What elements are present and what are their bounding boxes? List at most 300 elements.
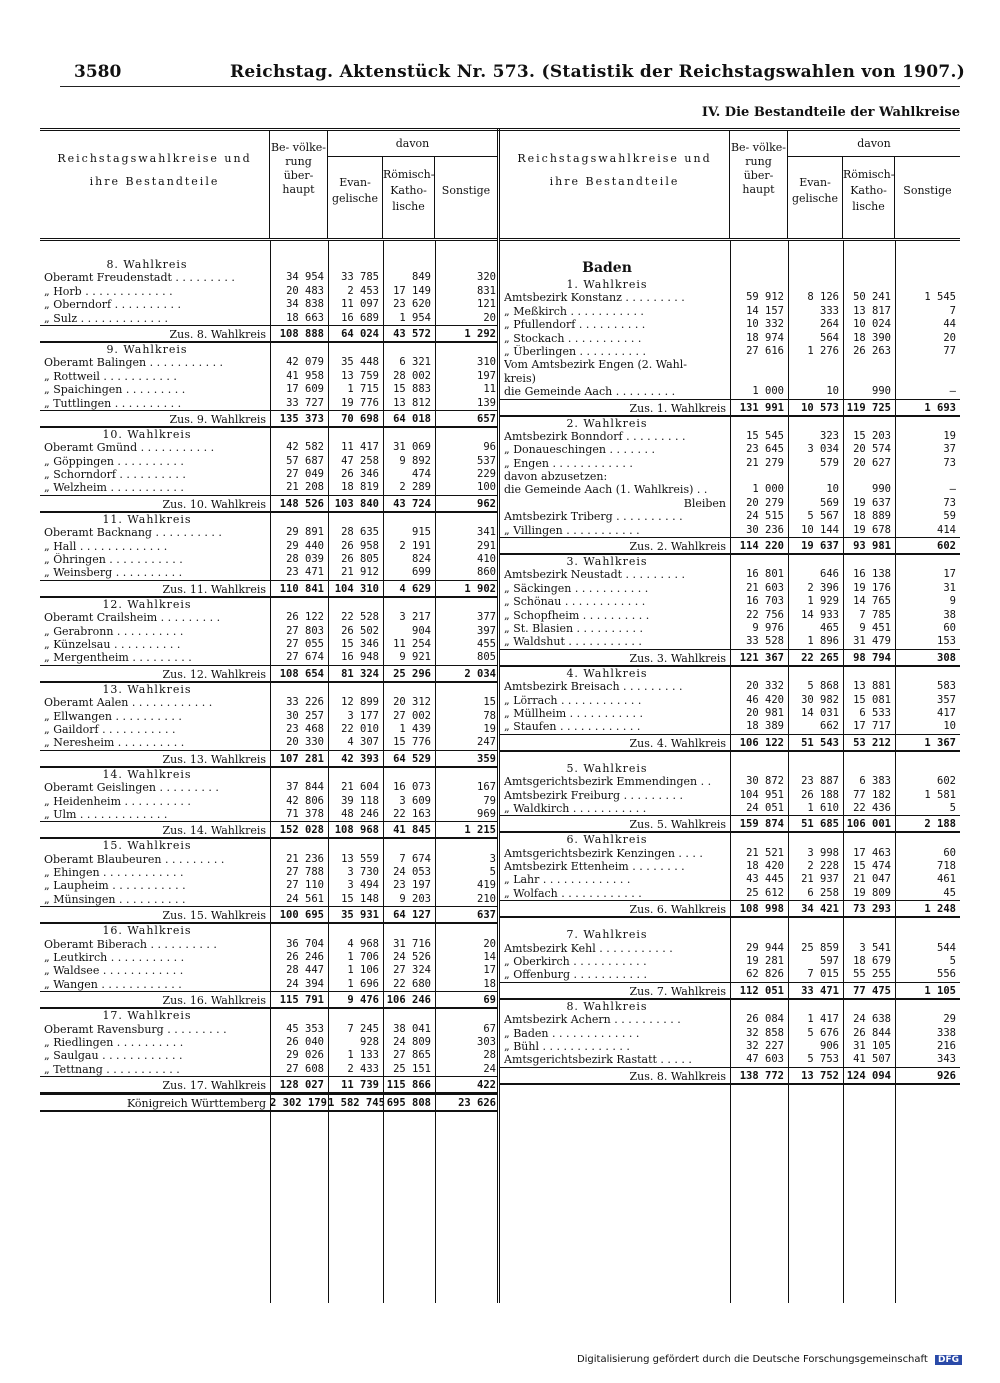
catholic-cell: 20 627 — [853, 456, 891, 469]
catholic-cell: 22 680 — [393, 977, 431, 990]
catholic-cell: 55 255 — [853, 968, 891, 981]
district-heading — [40, 428, 497, 441]
population-cell: 19 281 — [746, 955, 784, 968]
other-cell: 60 — [943, 621, 956, 634]
district-heading — [40, 924, 497, 937]
population-cell: 20 483 — [286, 284, 324, 297]
other-cell: 303 — [477, 1035, 496, 1048]
catholic-cell: 38 041 — [393, 1022, 431, 1035]
row-label: „ Bühl . . . . . . . . . . . . . — [504, 1039, 630, 1053]
table-row — [500, 955, 960, 968]
catholic-cell: 16 138 — [853, 568, 891, 581]
population-cell: 29 944 — [746, 941, 784, 954]
row-label: Zus. 7. Wahlkreis — [629, 984, 726, 998]
row-label: „ Hall . . . . . . . . . . . . . — [44, 539, 168, 553]
row-label: Oberamt Balingen . . . . . . . . . . . — [44, 356, 224, 370]
catholic-cell: 9 203 — [399, 892, 431, 905]
row-label: „ Stockach . . . . . . . . . . . — [504, 331, 642, 345]
table-row — [40, 964, 497, 977]
protestant-cell: 5 868 — [807, 680, 839, 693]
catholic-cell: 13 812 — [393, 396, 431, 409]
row-label: „ Überlingen . . . . . . . . . . — [504, 344, 646, 358]
catholic-cell: 106 001 — [846, 818, 891, 831]
table-row — [40, 625, 497, 638]
total-row — [500, 734, 960, 752]
population-cell: 18 663 — [286, 311, 324, 324]
other-cell: 18 — [483, 977, 496, 990]
protestant-cell: 597 — [820, 955, 839, 968]
other-cell: 229 — [477, 468, 496, 481]
protestant-cell: 323 — [820, 429, 839, 442]
other-cell: 17 — [943, 568, 956, 581]
row-label: Zus. 15. Wahlkreis — [162, 909, 266, 923]
other-cell: 121 — [477, 298, 496, 311]
other-cell: 422 — [477, 1079, 496, 1092]
protestant-cell: 23 887 — [801, 775, 839, 788]
statistics-table — [40, 128, 960, 1303]
row-label: Zus. 2. Wahlkreis — [629, 540, 726, 554]
row-label: „ St. Blasien . . . . . . . . . . — [504, 621, 643, 635]
row-label: „ Waldkirch . . . . . . . . . . . — [504, 801, 647, 815]
district-heading — [500, 1000, 960, 1013]
population-cell: 30 872 — [746, 775, 784, 788]
table-row — [500, 942, 960, 955]
row-label: „ Heidenheim . . . . . . . . . . — [44, 794, 191, 808]
other-cell: 455 — [477, 637, 496, 650]
row-label: Zus. 17. Wahlkreis — [162, 1079, 266, 1093]
row-label: „ Ellwangen . . . . . . . . . . — [44, 709, 182, 723]
catholic-cell: 41 507 — [853, 1053, 891, 1066]
row-label: Amtsbezirk Konstanz . . . . . . . . . — [504, 291, 685, 305]
population-cell: 27 055 — [286, 637, 324, 650]
catholic-cell: 10 024 — [853, 318, 891, 331]
row-label: „ Sulz . . . . . . . . . . . . . — [44, 311, 169, 325]
protestant-cell: 48 246 — [341, 807, 379, 820]
table-row — [40, 853, 497, 866]
population-cell: 62 826 — [746, 968, 784, 981]
table-row — [40, 696, 497, 709]
header-population: Be- völke- rung über- haupt — [270, 131, 328, 238]
total-row — [40, 325, 497, 343]
other-cell: 19 — [943, 429, 956, 442]
population-cell: 34 954 — [286, 271, 324, 284]
catholic-cell: 20 312 — [393, 696, 431, 709]
row-label: „ Saulgau . . . . . . . . . . . . — [44, 1049, 183, 1063]
district-heading — [500, 555, 960, 568]
row-label: Amtsbezirk Kehl . . . . . . . . . . . — [504, 941, 673, 955]
protestant-cell: 1 582 745 — [328, 1097, 385, 1110]
population-cell: 21 521 — [746, 846, 784, 859]
other-cell: 60 — [943, 846, 956, 859]
population-cell: 32 858 — [746, 1026, 784, 1039]
population-cell: 16 801 — [746, 568, 784, 581]
credit-text: Digitalisierung gefördert durch die Deutsche Forschungsgemeinschaft — [576, 1354, 928, 1365]
table-row — [500, 1040, 960, 1053]
row-label: „ Tettnang . . . . . . . . . . . — [44, 1062, 180, 1076]
population-cell: 71 378 — [286, 807, 324, 820]
other-cell: 20 — [483, 937, 496, 950]
protestant-cell: 579 — [820, 456, 839, 469]
other-cell: 29 — [943, 1013, 956, 1026]
row-label: 16. Wahlkreis — [102, 924, 192, 938]
protestant-cell: 15 148 — [341, 892, 379, 905]
other-cell: 216 — [937, 1039, 956, 1052]
protestant-cell: 26 805 — [341, 553, 379, 566]
row-label: „ Donaueschingen . . . . . . . — [504, 443, 655, 457]
catholic-cell: 43 572 — [393, 327, 431, 340]
catholic-cell: 41 845 — [393, 824, 431, 837]
population-cell: 15 545 — [746, 429, 784, 442]
other-cell: 410 — [477, 553, 496, 566]
population-cell: 9 976 — [752, 621, 784, 634]
table-row — [500, 680, 960, 693]
population-cell: 20 279 — [746, 496, 784, 509]
row-label: Zus. 11. Wahlkreis — [162, 582, 266, 596]
catholic-cell: 3 609 — [399, 794, 431, 807]
population-cell: 24 394 — [286, 977, 324, 990]
total-row — [500, 982, 960, 1000]
other-cell: 2 188 — [924, 818, 956, 831]
protestant-cell: 15 346 — [341, 637, 379, 650]
row-label: „ Lahr . . . . . . . . . . . . . — [504, 873, 631, 887]
protestant-cell: 26 188 — [801, 788, 839, 801]
table-row — [500, 457, 960, 470]
district-heading — [40, 258, 497, 271]
page-title: Reichstag. Aktenstück Nr. 573. (Statistik der Reichstagswahlen von 1907.) — [230, 62, 966, 82]
protestant-cell: 10 573 — [801, 401, 839, 414]
protestant-cell: 1 417 — [807, 1013, 839, 1026]
table-row — [40, 736, 497, 749]
other-cell: 5 — [949, 955, 956, 968]
row-label: „ Leutkirch . . . . . . . . . . . — [44, 951, 185, 965]
district-heading — [500, 833, 960, 846]
protestant-cell: 34 421 — [801, 903, 839, 916]
population-cell: 42 079 — [286, 356, 324, 369]
other-cell: 341 — [477, 526, 496, 539]
row-label: „ Münsingen . . . . . . . . . . — [44, 892, 186, 906]
other-cell: 79 — [483, 794, 496, 807]
protestant-cell: 26 502 — [341, 624, 379, 637]
catholic-cell: 28 002 — [393, 369, 431, 382]
table-row — [40, 553, 497, 566]
row-label: Zus. 1. Wahlkreis — [629, 401, 726, 415]
protestant-cell: 10 — [826, 483, 839, 496]
row-label: „ Neresheim . . . . . . . . . . — [44, 736, 185, 750]
row-label: „ Lörrach . . . . . . . . . . . . — [504, 693, 642, 707]
spacer — [500, 752, 960, 762]
protestant-cell: 1 706 — [347, 951, 379, 964]
catholic-cell: 824 — [412, 553, 431, 566]
population-cell: 107 281 — [279, 752, 324, 765]
catholic-cell: 13 817 — [853, 304, 891, 317]
digitization-credit — [577, 1354, 962, 1365]
table-row — [500, 582, 960, 595]
row-label: 10. Wahlkreis — [102, 427, 192, 441]
row-label: „ Pfullendorf . . . . . . . . . . — [504, 318, 646, 332]
district-heading — [40, 598, 497, 611]
population-cell: 42 582 — [286, 441, 324, 454]
population-cell: 100 695 — [279, 909, 324, 922]
row-label: 17. Wahlkreis — [102, 1009, 192, 1023]
protestant-cell: 104 310 — [334, 582, 379, 595]
row-label: „ Weinsberg . . . . . . . . . . — [44, 566, 183, 580]
catholic-cell: 25 296 — [393, 667, 431, 680]
table-row — [40, 271, 497, 284]
catholic-cell: 98 794 — [853, 651, 891, 664]
row-label: Amtsgerichtsbezirk Kenzingen . . . . — [504, 846, 703, 860]
population-cell: 27 674 — [286, 651, 324, 664]
protestant-cell: 569 — [820, 496, 839, 509]
catholic-cell: 22 163 — [393, 807, 431, 820]
population-cell: 104 951 — [739, 788, 784, 801]
row-label: 4. Wahlkreis — [566, 666, 648, 680]
other-cell: 357 — [937, 693, 956, 706]
row-label: Amtsbezirk Neustadt . . . . . . . . . — [504, 568, 685, 582]
other-cell: 637 — [477, 909, 496, 922]
population-cell: 17 609 — [286, 383, 324, 396]
right-table-body — [500, 248, 960, 1085]
page-header — [60, 62, 966, 86]
table-row — [500, 775, 960, 788]
table-row — [40, 651, 497, 664]
population-cell: 24 515 — [746, 510, 784, 523]
other-cell: 197 — [477, 369, 496, 382]
table-row — [500, 1027, 960, 1040]
row-label: 8. Wahlkreis — [106, 258, 188, 271]
population-cell: 57 687 — [286, 454, 324, 467]
row-label: Zus. 6. Wahlkreis — [629, 903, 726, 917]
protestant-cell: 21 937 — [801, 873, 839, 886]
row-label: Zus. 3. Wahlkreis — [629, 651, 726, 665]
protestant-cell: 70 698 — [341, 412, 379, 425]
table-row — [500, 443, 960, 456]
protestant-cell: 1 276 — [807, 344, 839, 357]
table-row — [500, 860, 960, 873]
catholic-cell: 18 390 — [853, 331, 891, 344]
header-catholic: Römisch- Katho- lische — [383, 157, 435, 238]
protestant-cell: 3 730 — [347, 866, 379, 879]
catholic-cell: 19 678 — [853, 523, 891, 536]
catholic-cell: 6 383 — [859, 775, 891, 788]
table-row — [500, 470, 960, 483]
catholic-cell: 77 475 — [853, 984, 891, 997]
protestant-cell: 51 685 — [801, 818, 839, 831]
row-label: Zus. 16. Wahlkreis — [162, 994, 266, 1008]
catholic-cell: 77 182 — [853, 788, 891, 801]
row-label: „ Künzelsau . . . . . . . . . . — [44, 637, 181, 651]
row-label: Oberamt Aalen . . . . . . . . . . . . — [44, 696, 213, 710]
population-cell: 28 447 — [286, 964, 324, 977]
district-heading — [40, 683, 497, 696]
row-label: 13. Wahlkreis — [102, 682, 192, 696]
protestant-cell: 13 759 — [341, 369, 379, 382]
row-label: Zus. 8. Wahlkreis — [169, 327, 266, 341]
population-cell: 26 084 — [746, 1013, 784, 1026]
catholic-cell: 904 — [412, 624, 431, 637]
catholic-cell: 119 725 — [846, 401, 891, 414]
protestant-cell: 11 739 — [341, 1079, 379, 1092]
population-cell: 32 227 — [746, 1039, 784, 1052]
table-row — [500, 1013, 960, 1026]
other-cell: 167 — [477, 781, 496, 794]
row-label: „ Gerabronn . . . . . . . . . . — [44, 624, 184, 638]
catholic-cell: 15 203 — [853, 429, 891, 442]
catholic-cell: 31 479 — [853, 635, 891, 648]
protestant-cell: 6 258 — [807, 886, 839, 899]
table-row — [40, 383, 497, 396]
table-row — [500, 789, 960, 802]
catholic-cell: 18 679 — [853, 955, 891, 968]
other-cell: 14 — [483, 951, 496, 964]
other-cell: 359 — [477, 752, 496, 765]
other-cell: 291 — [477, 539, 496, 552]
table-row — [500, 707, 960, 720]
table-row — [500, 694, 960, 707]
population-cell: 112 051 — [739, 984, 784, 997]
other-cell: 96 — [483, 441, 496, 454]
other-cell: 377 — [477, 611, 496, 624]
table-row — [40, 978, 497, 991]
other-cell: 2 034 — [464, 667, 496, 680]
spacer — [40, 248, 497, 258]
population-cell: 20 332 — [746, 680, 784, 693]
table-row — [500, 318, 960, 331]
row-label: „ Ulm . . . . . . . . . . . . . — [44, 807, 168, 821]
catholic-cell: 64 018 — [393, 412, 431, 425]
other-cell: 397 — [477, 624, 496, 637]
catholic-cell: 31 716 — [393, 937, 431, 950]
row-label: „ Horb . . . . . . . . . . . . . — [44, 284, 173, 298]
catholic-cell: 31 069 — [393, 441, 431, 454]
population-cell: 30 257 — [286, 709, 324, 722]
other-cell: 20 — [943, 331, 956, 344]
row-label: „ Müllheim . . . . . . . . . . . — [504, 706, 644, 720]
table-row — [40, 723, 497, 736]
other-cell: 556 — [937, 968, 956, 981]
table-row — [500, 497, 960, 510]
protestant-cell: 19 776 — [341, 396, 379, 409]
catholic-cell: 50 241 — [853, 291, 891, 304]
population-cell: 27 110 — [286, 879, 324, 892]
catholic-cell: 990 — [872, 385, 891, 398]
protestant-cell: 2 453 — [347, 284, 379, 297]
population-cell: 34 838 — [286, 298, 324, 311]
catholic-cell: 24 809 — [393, 1035, 431, 1048]
header-protestant: Evan- gelische — [328, 157, 383, 238]
population-cell: 159 874 — [739, 818, 784, 831]
population-cell: 33 727 — [286, 396, 324, 409]
district-heading — [40, 343, 497, 356]
table-row — [40, 540, 497, 553]
other-cell: 338 — [937, 1026, 956, 1039]
catholic-cell: 43 724 — [393, 497, 431, 510]
population-cell: 21 236 — [286, 852, 324, 865]
row-label: 12. Wahlkreis — [102, 597, 192, 611]
population-cell: 25 612 — [746, 886, 784, 899]
other-cell: 320 — [477, 271, 496, 284]
row-label: 7. Wahlkreis — [566, 928, 648, 942]
table-row — [40, 951, 497, 964]
catholic-cell: 18 889 — [853, 510, 891, 523]
other-cell: 38 — [943, 608, 956, 621]
other-cell: 310 — [477, 356, 496, 369]
protestant-cell: 646 — [820, 568, 839, 581]
table-row — [40, 611, 497, 624]
population-cell: 30 236 — [746, 523, 784, 536]
table-row — [40, 1036, 497, 1049]
protestant-cell: 8 126 — [807, 291, 839, 304]
table-row — [40, 481, 497, 494]
total-row — [500, 1067, 960, 1085]
protestant-cell: 16 689 — [341, 311, 379, 324]
other-cell: 860 — [477, 566, 496, 579]
right-column — [500, 128, 960, 1303]
other-cell: 210 — [477, 892, 496, 905]
row-label: „ Villingen . . . . . . . . . . . — [504, 523, 640, 537]
other-cell: 73 — [943, 456, 956, 469]
population-cell: 20 330 — [286, 736, 324, 749]
other-cell: 78 — [483, 709, 496, 722]
table-row — [500, 622, 960, 635]
catholic-cell: 15 081 — [853, 693, 891, 706]
row-label: davon abzusetzen: — [504, 470, 608, 484]
population-cell: 131 991 — [739, 401, 784, 414]
other-cell: 419 — [477, 879, 496, 892]
population-cell: 36 704 — [286, 937, 324, 950]
table-row — [500, 1053, 960, 1066]
other-cell: 139 — [477, 396, 496, 409]
protestant-cell: 4 307 — [347, 736, 379, 749]
protestant-cell: 47 258 — [341, 454, 379, 467]
table-row — [40, 356, 497, 369]
row-label: „ Schönau . . . . . . . . . . . . — [504, 595, 646, 609]
row-label: Amtsbezirk Triberg . . . . . . . . . . — [504, 510, 683, 524]
total-row — [500, 537, 960, 555]
protestant-cell: 35 448 — [341, 356, 379, 369]
table-row — [500, 372, 960, 385]
row-label: Vom Amtsbezirk Engen (2. Wahl- — [504, 358, 687, 372]
protestant-cell: 1 610 — [807, 801, 839, 814]
population-cell: 18 389 — [746, 720, 784, 733]
protestant-cell: 13 752 — [801, 1069, 839, 1082]
protestant-cell: 108 968 — [334, 824, 379, 837]
row-label: Amtsbezirk Breisach . . . . . . . . . — [504, 680, 683, 694]
protestant-cell: 25 859 — [801, 941, 839, 954]
other-cell: 9 — [949, 595, 956, 608]
total-row — [500, 900, 960, 918]
table-row — [40, 795, 497, 808]
catholic-cell: 26 263 — [853, 344, 891, 357]
catholic-cell: 124 094 — [846, 1069, 891, 1082]
row-label: Oberamt Freudenstadt . . . . . . . . . — [44, 271, 235, 285]
row-label: Zus. 5. Wahlkreis — [629, 818, 726, 832]
population-cell: 23 468 — [286, 722, 324, 735]
catholic-cell: 17 149 — [393, 284, 431, 297]
other-cell: 1 902 — [464, 582, 496, 595]
row-label: „ Laupheim . . . . . . . . . . . — [44, 879, 186, 893]
row-label: „ Offenburg . . . . . . . . . . . — [504, 968, 647, 982]
table-row — [40, 781, 497, 794]
other-cell: 73 — [943, 496, 956, 509]
row-label: „ Oberndorf . . . . . . . . . . — [44, 298, 182, 312]
population-cell: 26 246 — [286, 951, 324, 964]
row-label: 15. Wahlkreis — [102, 839, 192, 853]
protestant-cell: 18 819 — [341, 481, 379, 494]
other-cell: 10 — [943, 720, 956, 733]
other-cell: 602 — [937, 775, 956, 788]
other-cell: 544 — [937, 941, 956, 954]
table-row — [40, 397, 497, 410]
